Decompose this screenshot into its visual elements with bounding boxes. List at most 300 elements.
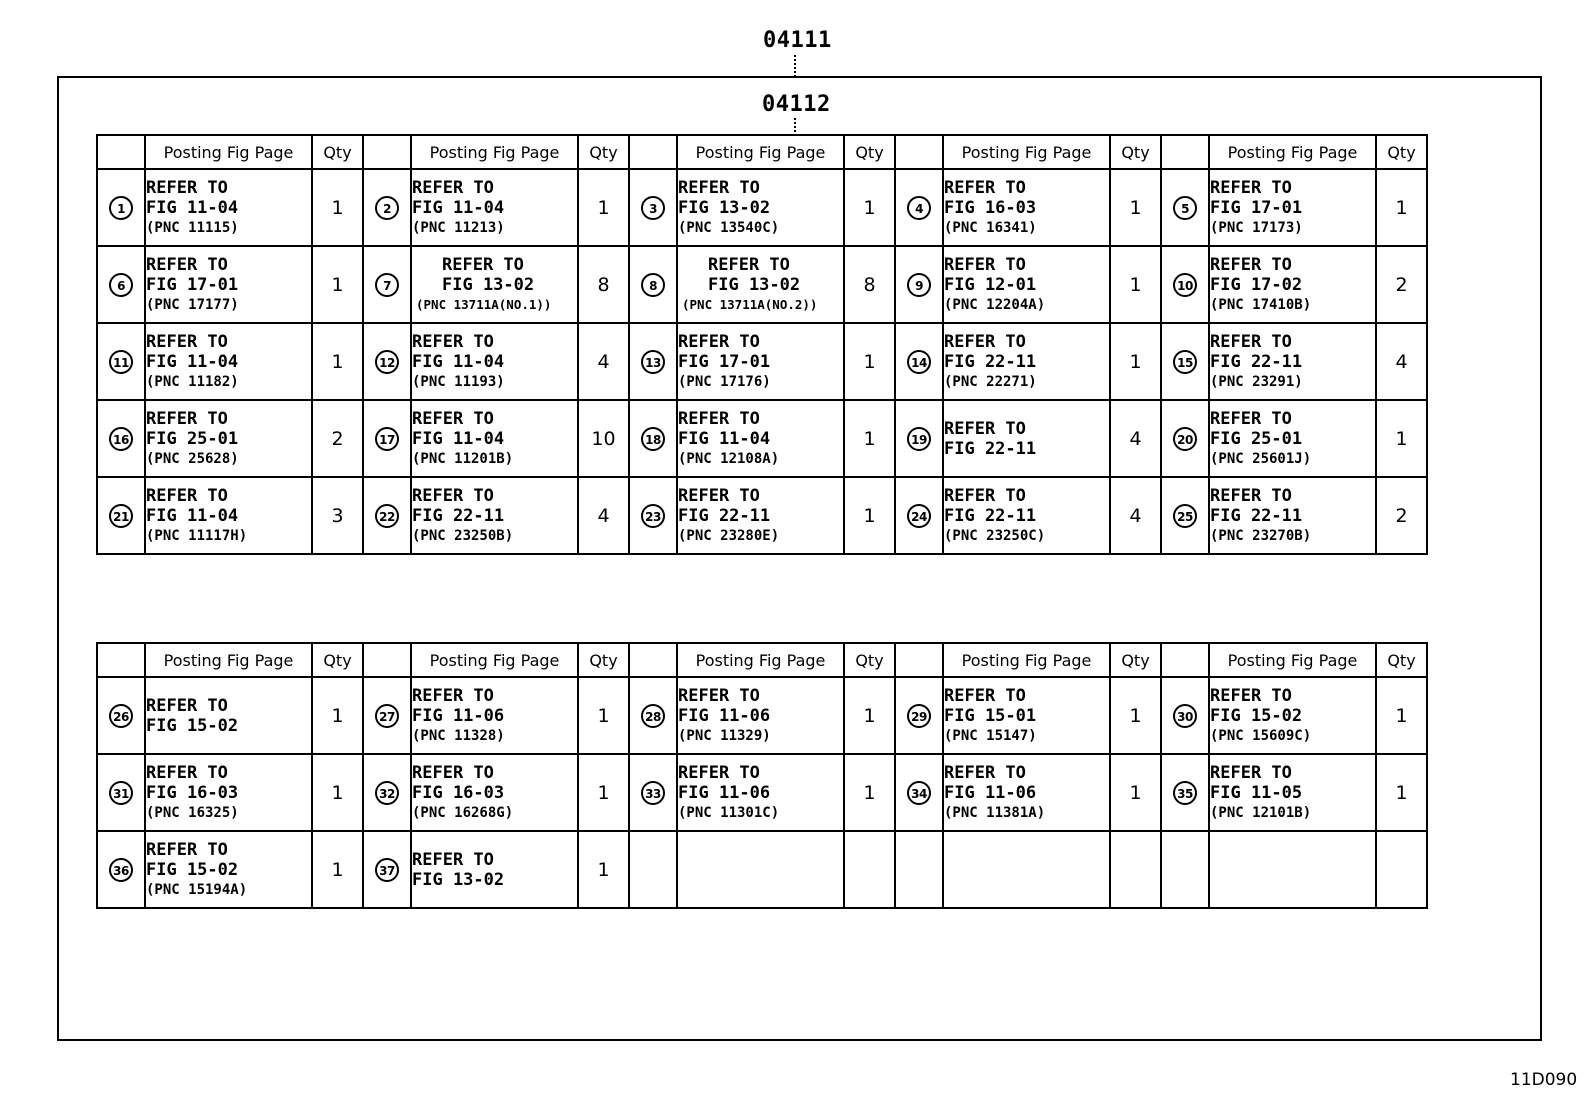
fig-reference: FIG 15-01 [944, 705, 1037, 726]
table-row [97, 677, 1427, 754]
item-number-badge: 27 [375, 704, 399, 728]
header-cell-posting-fig-page: Posting Fig Page [677, 643, 844, 677]
item-number-cell [363, 323, 411, 400]
item-number-badge: 11 [109, 350, 133, 374]
quantity-value: 1 [331, 273, 344, 296]
fig-reference: FIG 13-02 [412, 869, 505, 890]
item-number-badge: 15 [1173, 350, 1197, 374]
item-number-badge: 10 [1173, 273, 1197, 297]
pnc-reference: (PNC 11381A) [944, 804, 1046, 821]
item-number-badge: 20 [1173, 427, 1197, 451]
item-number-cell [629, 754, 677, 831]
quantity-cell [1110, 400, 1161, 477]
fig-reference: FIG 17-01 [678, 351, 771, 372]
item-number-cell [1161, 400, 1209, 477]
item-number-cell [895, 754, 943, 831]
pnc-reference: (PNC 11301C) [678, 804, 780, 821]
pnc-reference: (PNC 12204A) [944, 296, 1046, 313]
table-row [97, 169, 1427, 246]
refer-to-text: REFER TO [146, 408, 228, 429]
fig-reference: FIG 17-01 [1210, 197, 1303, 218]
posting-fig-page-cell [1209, 754, 1376, 831]
quantity-cell [578, 169, 629, 246]
posting-fig-page-cell [411, 831, 578, 908]
quantity-cell [1110, 831, 1161, 908]
pnc-reference: (PNC 11182) [146, 373, 239, 390]
posting-fig-page-cell [1209, 477, 1376, 554]
fig-reference: FIG 15-02 [146, 715, 239, 736]
item-number-cell [1161, 169, 1209, 246]
item-number-cell [97, 754, 145, 831]
pnc-reference: (PNC 11213) [412, 219, 505, 236]
posting-fig-page-cell [677, 323, 844, 400]
item-number-badge: 28 [641, 704, 665, 728]
quantity-cell [1376, 246, 1427, 323]
quantity-value: 1 [1395, 427, 1408, 450]
refer-to-text: REFER TO [944, 254, 1026, 275]
item-number-badge: 31 [109, 781, 133, 805]
item-number-cell [363, 246, 411, 323]
item-number-cell [363, 677, 411, 754]
header-cell-posting-fig-page: Posting Fig Page [677, 135, 844, 169]
item-number-cell [97, 400, 145, 477]
quantity-value: 4 [597, 504, 610, 527]
posting-fig-page-cell [411, 400, 578, 477]
fig-reference: FIG 22-11 [678, 505, 771, 526]
pnc-reference: (PNC 16268G) [412, 804, 514, 821]
item-number-badge: 13 [641, 350, 665, 374]
refer-to-text: REFER TO [412, 762, 494, 783]
quantity-value: 2 [1395, 273, 1408, 296]
pnc-reference: (PNC 11115) [146, 219, 239, 236]
quantity-cell [312, 831, 363, 908]
fig-reference: FIG 13-02 [708, 274, 801, 295]
quantity-value: 1 [863, 427, 876, 450]
posting-fig-page-cell [145, 754, 312, 831]
fig-reference: FIG 11-04 [412, 197, 505, 218]
posting-fig-page-cell [677, 400, 844, 477]
item-number-badge: 29 [907, 704, 931, 728]
fig-reference: FIG 22-11 [944, 505, 1037, 526]
pnc-reference: (PNC 13711A(NO.1)) [416, 296, 552, 312]
refer-to-text: REFER TO [1210, 685, 1292, 706]
item-number-badge: 35 [1173, 781, 1197, 805]
fig-reference: FIG 13-02 [678, 197, 771, 218]
refer-to-text: REFER TO [678, 485, 760, 506]
fig-reference: FIG 11-06 [678, 705, 771, 726]
quantity-value: 3 [331, 504, 344, 527]
refer-to-text: REFER TO [678, 685, 760, 706]
item-number-cell [1161, 831, 1209, 908]
refer-to-text: REFER TO [1210, 331, 1292, 352]
quantity-value: 1 [863, 196, 876, 219]
posting-fig-page-cell [411, 323, 578, 400]
quantity-value: 4 [1129, 427, 1142, 450]
posting-fig-page-cell [943, 246, 1110, 323]
quantity-value: 1 [597, 196, 610, 219]
refer-to-text: REFER TO [944, 331, 1026, 352]
posting-fig-page-cell [411, 477, 578, 554]
quantity-cell [844, 246, 895, 323]
refer-to-text: REFER TO [412, 331, 494, 352]
header-cell-number [629, 135, 677, 169]
item-number-cell [1161, 754, 1209, 831]
pnc-reference: (PNC 11117H) [146, 527, 248, 544]
item-number-badge: 32 [375, 781, 399, 805]
quantity-value: 2 [1395, 504, 1408, 527]
quantity-cell [578, 754, 629, 831]
header-cell-qty: Qty [1376, 135, 1427, 169]
posting-fig-page-cell [943, 169, 1110, 246]
item-number-badge: 30 [1173, 704, 1197, 728]
pnc-reference: (PNC 15194A) [146, 881, 248, 898]
quantity-cell [1376, 323, 1427, 400]
quantity-value: 8 [597, 273, 610, 296]
fig-reference: FIG 22-11 [944, 438, 1037, 459]
quantity-value: 1 [597, 781, 610, 804]
item-number-cell [363, 831, 411, 908]
item-number-badge: 4 [907, 196, 931, 220]
header-cell-posting-fig-page: Posting Fig Page [943, 643, 1110, 677]
quantity-value: 1 [863, 704, 876, 727]
item-number-cell [895, 677, 943, 754]
refer-to-text: REFER TO [146, 331, 228, 352]
quantity-cell [312, 323, 363, 400]
refer-to-text: REFER TO [708, 254, 790, 275]
fig-reference: FIG 15-02 [1210, 705, 1303, 726]
header-cell-qty: Qty [1110, 643, 1161, 677]
fig-reference: FIG 17-01 [146, 274, 239, 295]
fig-reference: FIG 11-04 [146, 197, 239, 218]
pnc-reference: (PNC 17410B) [1210, 296, 1312, 313]
quantity-value: 1 [331, 858, 344, 881]
fig-reference: FIG 25-01 [1210, 428, 1303, 449]
quantity-cell [1110, 677, 1161, 754]
item-number-badge: 3 [641, 196, 665, 220]
table-row [97, 400, 1427, 477]
refer-to-text: REFER TO [146, 254, 228, 275]
posting-fig-page-cell [411, 754, 578, 831]
quantity-cell [578, 831, 629, 908]
refer-to-text: REFER TO [678, 331, 760, 352]
header-cell-qty: Qty [1376, 643, 1427, 677]
fig-reference: FIG 25-01 [146, 428, 239, 449]
header-cell-number [1161, 135, 1209, 169]
diagram-code: 11D090 [1510, 1070, 1578, 1090]
posting-fig-page-cell [411, 246, 578, 323]
refer-to-text: REFER TO [944, 685, 1026, 706]
pnc-reference: (PNC 23280E) [678, 527, 780, 544]
quantity-value: 1 [1129, 196, 1142, 219]
item-number-cell [1161, 677, 1209, 754]
posting-fig-page-cell [677, 477, 844, 554]
item-number-cell [629, 246, 677, 323]
item-number-badge: 21 [109, 504, 133, 528]
posting-fig-page-cell [677, 677, 844, 754]
quantity-value: 1 [331, 350, 344, 373]
item-number-badge: 19 [907, 427, 931, 451]
quantity-value: 1 [331, 196, 344, 219]
refer-to-text: REFER TO [412, 177, 494, 198]
posting-fig-page-cell [1209, 400, 1376, 477]
quantity-cell [312, 677, 363, 754]
quantity-cell [312, 246, 363, 323]
header-cell-number [97, 643, 145, 677]
refer-to-text: REFER TO [944, 762, 1026, 783]
quantity-value: 1 [863, 504, 876, 527]
posting-fig-page-cell [943, 400, 1110, 477]
header-cell-number [97, 135, 145, 169]
pnc-reference: (PNC 12108A) [678, 450, 780, 467]
refer-to-text: REFER TO [1210, 177, 1292, 198]
quantity-value: 2 [331, 427, 344, 450]
assembly-label-04112: 04112 [762, 92, 831, 117]
quantity-cell [312, 400, 363, 477]
refer-to-text: REFER TO [678, 177, 760, 198]
posting-fig-page-cell [145, 831, 312, 908]
header-cell-qty: Qty [312, 643, 363, 677]
posting-fig-page-cell [677, 169, 844, 246]
item-number-cell [363, 400, 411, 477]
pnc-reference: (PNC 23270B) [1210, 527, 1312, 544]
item-number-badge: 33 [641, 781, 665, 805]
fig-reference: FIG 16-03 [944, 197, 1037, 218]
header-cell-qty: Qty [578, 643, 629, 677]
quantity-cell [1376, 754, 1427, 831]
pnc-reference: (PNC 16325) [146, 804, 239, 821]
fig-reference: FIG 15-02 [146, 859, 239, 880]
item-number-cell [895, 400, 943, 477]
refer-to-text: REFER TO [1210, 762, 1292, 783]
quantity-cell [844, 477, 895, 554]
posting-fig-page-cell [677, 831, 844, 908]
item-number-badge: 8 [641, 273, 665, 297]
fig-reference: FIG 11-04 [678, 428, 771, 449]
pnc-reference: (PNC 17173) [1210, 219, 1303, 236]
item-number-cell [895, 831, 943, 908]
item-number-badge: 25 [1173, 504, 1197, 528]
quantity-cell [1376, 169, 1427, 246]
quantity-value: 1 [331, 704, 344, 727]
header-cell-posting-fig-page: Posting Fig Page [145, 135, 312, 169]
item-number-cell [629, 400, 677, 477]
quantity-value: 1 [863, 781, 876, 804]
pnc-reference: (PNC 12101B) [1210, 804, 1312, 821]
item-number-cell [97, 831, 145, 908]
quantity-cell [312, 754, 363, 831]
pnc-reference: (PNC 22271) [944, 373, 1037, 390]
quantity-value: 4 [1395, 350, 1408, 373]
item-number-badge: 14 [907, 350, 931, 374]
posting-fig-page-cell [145, 246, 312, 323]
fig-reference: FIG 16-03 [412, 782, 505, 803]
pnc-reference: (PNC 23250B) [412, 527, 514, 544]
item-number-cell [1161, 477, 1209, 554]
posting-fig-page-cell [145, 677, 312, 754]
posting-fig-page-cell [943, 677, 1110, 754]
posting-fig-page-cell [677, 246, 844, 323]
item-number-cell [363, 477, 411, 554]
quantity-cell [1110, 477, 1161, 554]
item-number-cell [363, 169, 411, 246]
quantity-value: 8 [863, 273, 876, 296]
item-number-cell [363, 754, 411, 831]
quantity-value: 1 [1129, 350, 1142, 373]
refer-to-text: REFER TO [944, 177, 1026, 198]
item-number-cell [97, 677, 145, 754]
quantity-value: 1 [331, 781, 344, 804]
pnc-reference: (PNC 16341) [944, 219, 1037, 236]
refer-to-text: REFER TO [442, 254, 524, 275]
item-number-badge: 12 [375, 350, 399, 374]
item-number-badge: 23 [641, 504, 665, 528]
posting-fig-page-cell [145, 400, 312, 477]
header-cell-posting-fig-page: Posting Fig Page [145, 643, 312, 677]
posting-fig-page-cell [1209, 831, 1376, 908]
refer-to-text: REFER TO [412, 849, 494, 870]
header-cell-posting-fig-page: Posting Fig Page [411, 643, 578, 677]
header-cell-number [629, 643, 677, 677]
item-number-badge: 7 [375, 273, 399, 297]
pnc-reference: (PNC 15609C) [1210, 727, 1312, 744]
assembly-label-04111: 04111 [763, 28, 832, 53]
quantity-cell [1376, 677, 1427, 754]
quantity-cell [1110, 169, 1161, 246]
fig-reference: FIG 22-11 [944, 351, 1037, 372]
pnc-reference: (PNC 25601J) [1210, 450, 1312, 467]
refer-to-text: REFER TO [146, 177, 228, 198]
fig-reference: FIG 12-01 [944, 274, 1037, 295]
header-cell-posting-fig-page: Posting Fig Page [411, 135, 578, 169]
item-number-badge: 36 [109, 858, 133, 882]
quantity-cell [844, 677, 895, 754]
table-row [97, 477, 1427, 554]
posting-fig-page-cell [411, 677, 578, 754]
item-number-cell [895, 169, 943, 246]
posting-fig-page-cell [145, 477, 312, 554]
posting-fig-page-cell [1209, 169, 1376, 246]
quantity-value: 1 [1129, 704, 1142, 727]
quantity-cell [578, 677, 629, 754]
fig-reference: FIG 22-11 [1210, 351, 1303, 372]
posting-fig-page-cell [943, 831, 1110, 908]
quantity-cell [844, 400, 895, 477]
item-number-cell [629, 831, 677, 908]
quantity-cell [578, 246, 629, 323]
pnc-reference: (PNC 13711A(NO.2)) [682, 296, 818, 312]
pnc-reference: (PNC 11328) [412, 727, 505, 744]
item-number-cell [895, 246, 943, 323]
posting-fig-page-cell [145, 169, 312, 246]
item-number-badge: 18 [641, 427, 665, 451]
quantity-cell [1110, 246, 1161, 323]
quantity-cell [844, 831, 895, 908]
pnc-reference: (PNC 23291) [1210, 373, 1303, 390]
item-number-badge: 22 [375, 504, 399, 528]
pnc-reference: (PNC 23250C) [944, 527, 1046, 544]
parts-reference-table-2 [96, 642, 1428, 909]
header-row [97, 643, 1427, 677]
header-cell-qty: Qty [1110, 135, 1161, 169]
header-cell-number [895, 135, 943, 169]
item-number-badge: 17 [375, 427, 399, 451]
item-number-badge: 1 [109, 196, 133, 220]
fig-reference: FIG 11-04 [146, 351, 239, 372]
posting-fig-page-cell [943, 323, 1110, 400]
quantity-value: 10 [591, 427, 616, 450]
quantity-value: 1 [1395, 704, 1408, 727]
item-number-cell [97, 477, 145, 554]
item-number-badge: 5 [1173, 196, 1197, 220]
posting-fig-page-cell [677, 754, 844, 831]
posting-fig-page-cell [1209, 246, 1376, 323]
refer-to-text: REFER TO [1210, 408, 1292, 429]
pnc-reference: (PNC 15147) [944, 727, 1037, 744]
item-number-badge: 2 [375, 196, 399, 220]
header-cell-number [895, 643, 943, 677]
quantity-cell [578, 477, 629, 554]
item-number-cell [97, 323, 145, 400]
item-number-cell [97, 246, 145, 323]
refer-to-text: REFER TO [146, 695, 228, 716]
pnc-reference: (PNC 11329) [678, 727, 771, 744]
table-row [97, 323, 1427, 400]
header-cell-qty: Qty [844, 643, 895, 677]
quantity-cell [312, 477, 363, 554]
quantity-cell [1376, 831, 1427, 908]
refer-to-text: REFER TO [678, 408, 760, 429]
quantity-cell [1110, 754, 1161, 831]
quantity-value: 1 [1395, 196, 1408, 219]
pnc-reference: (PNC 11193) [412, 373, 505, 390]
fig-reference: FIG 11-04 [412, 351, 505, 372]
quantity-value: 1 [597, 858, 610, 881]
refer-to-text: REFER TO [412, 685, 494, 706]
item-number-badge: 6 [109, 273, 133, 297]
fig-reference: FIG 11-04 [412, 428, 505, 449]
quantity-cell [844, 169, 895, 246]
fig-reference: FIG 22-11 [1210, 505, 1303, 526]
quantity-value: 1 [863, 350, 876, 373]
fig-reference: FIG 11-05 [1210, 782, 1303, 803]
table-row [97, 831, 1427, 908]
refer-to-text: REFER TO [678, 762, 760, 783]
quantity-cell [1376, 400, 1427, 477]
quantity-value: 1 [1395, 781, 1408, 804]
fig-reference: FIG 16-03 [146, 782, 239, 803]
header-cell-posting-fig-page: Posting Fig Page [1209, 643, 1376, 677]
header-cell-posting-fig-page: Posting Fig Page [1209, 135, 1376, 169]
quantity-cell [844, 323, 895, 400]
refer-to-text: REFER TO [1210, 254, 1292, 275]
refer-to-text: REFER TO [412, 408, 494, 429]
pnc-reference: (PNC 17177) [146, 296, 239, 313]
fig-reference: FIG 11-06 [678, 782, 771, 803]
posting-fig-page-cell [1209, 323, 1376, 400]
quantity-cell [844, 754, 895, 831]
header-cell-number [363, 643, 411, 677]
table-row [97, 246, 1427, 323]
refer-to-text: REFER TO [944, 418, 1026, 439]
quantity-value: 1 [1129, 273, 1142, 296]
header-cell-qty: Qty [578, 135, 629, 169]
header-cell-qty: Qty [312, 135, 363, 169]
pnc-reference: (PNC 13540C) [678, 219, 780, 236]
posting-fig-page-cell [1209, 677, 1376, 754]
fig-reference: FIG 11-04 [146, 505, 239, 526]
quantity-cell [1110, 323, 1161, 400]
pnc-reference: (PNC 17176) [678, 373, 771, 390]
